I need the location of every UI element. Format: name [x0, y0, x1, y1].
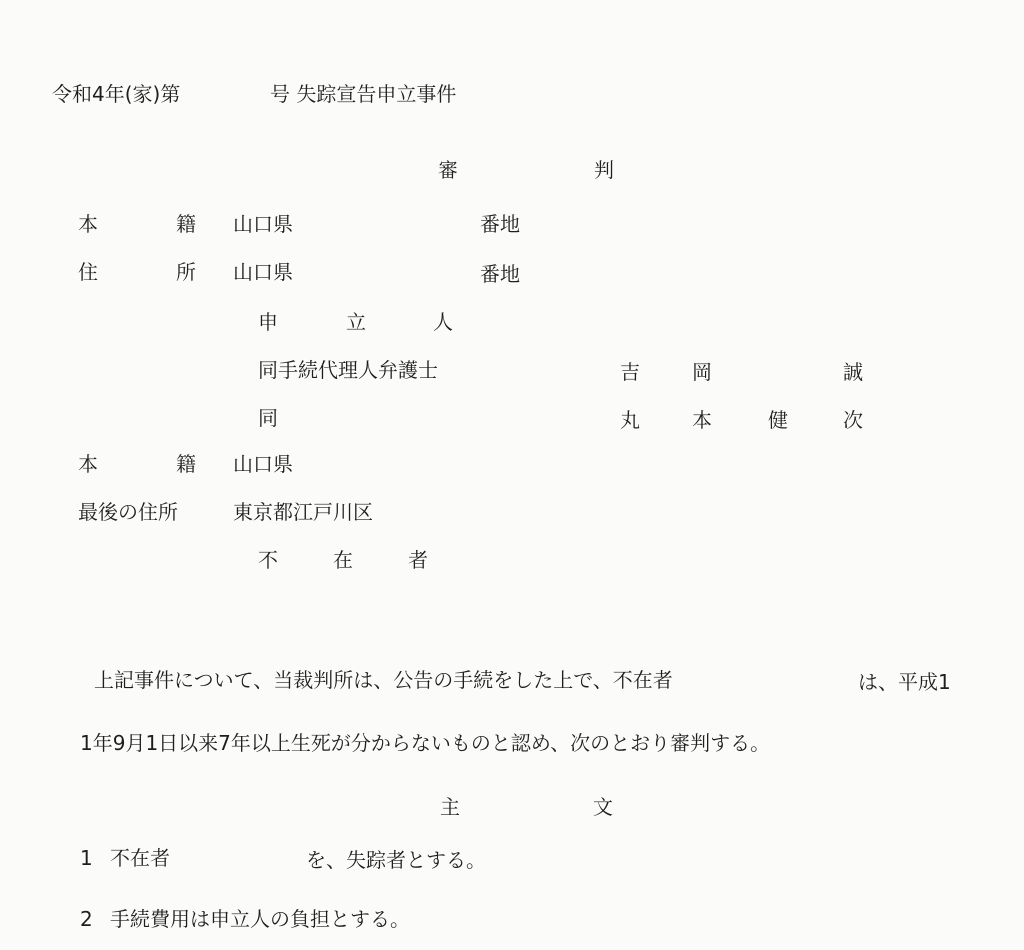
- main-text-item-1-number: 1: [80, 846, 93, 870]
- main-text-item-2-text: 手続費用は申立人の負担とする。: [110, 907, 410, 931]
- case-number-suffix: 号 失踪宣告申立事件: [270, 82, 457, 106]
- main-text-item-1-part-1: 不在者: [110, 846, 170, 870]
- main-text-item-1-part-2: を、失踪者とする。: [306, 848, 486, 872]
- absentee-role-char-3: 者: [408, 548, 428, 572]
- petitioner-address-label-1: 住: [78, 260, 98, 284]
- agent-2-title: 同: [258, 406, 278, 430]
- body-line-1-part-2: は、平成1: [858, 670, 951, 694]
- main-text-title-char-1: 主: [440, 795, 460, 819]
- main-text-item-2-number: 2: [80, 907, 93, 931]
- body-line-2: 1年9月1日以来7年以上生死が分からないものと認め、次のとおり審判する。: [80, 731, 771, 755]
- agent-2-name-char-3: 健: [768, 408, 788, 432]
- petitioner-address-label-2: 所: [176, 260, 196, 284]
- agent-1-name-char-1: 吉: [620, 360, 640, 384]
- absentee-honseki-label-1: 本: [78, 452, 98, 476]
- petitioner-honseki-label-2: 籍: [176, 212, 196, 236]
- petitioner-role-char-2: 立: [346, 310, 366, 334]
- absentee-honseki-value: 山口県: [233, 452, 293, 476]
- absentee-last-address-value: 東京都江戸川区: [233, 500, 373, 524]
- absentee-role-char-1: 不: [258, 548, 278, 572]
- petitioner-address-value: 山口県: [233, 260, 293, 284]
- agent-1-title: 同手続代理人弁護士: [258, 358, 438, 382]
- petitioner-role-char-1: 申: [258, 310, 278, 334]
- absentee-role-char-2: 在: [333, 548, 353, 572]
- agent-1-name-char-3: 誠: [843, 360, 863, 384]
- document-title-char-1: 審: [438, 158, 458, 182]
- body-line-1-part-1: 上記事件について、当裁判所は、公告の手続をした上で、不在者: [94, 668, 673, 692]
- petitioner-honseki-value: 山口県: [233, 212, 293, 236]
- document-title-char-2: 判: [594, 158, 614, 182]
- absentee-last-address-label: 最後の住所: [78, 500, 178, 524]
- petitioner-address-end: 番地: [480, 262, 520, 286]
- petitioner-role-char-3: 人: [433, 310, 453, 334]
- agent-2-name-char-2: 本: [692, 408, 712, 432]
- agent-2-name-char-4: 次: [843, 408, 863, 432]
- agent-2-name-char-1: 丸: [620, 408, 640, 432]
- petitioner-honseki-end: 番地: [480, 212, 520, 236]
- main-text-title-char-2: 文: [593, 795, 613, 819]
- absentee-honseki-label-2: 籍: [176, 452, 196, 476]
- petitioner-honseki-label-1: 本: [78, 212, 98, 236]
- case-number-prefix: 令和4年(家)第: [52, 82, 181, 106]
- agent-1-name-char-2: 岡: [692, 360, 712, 384]
